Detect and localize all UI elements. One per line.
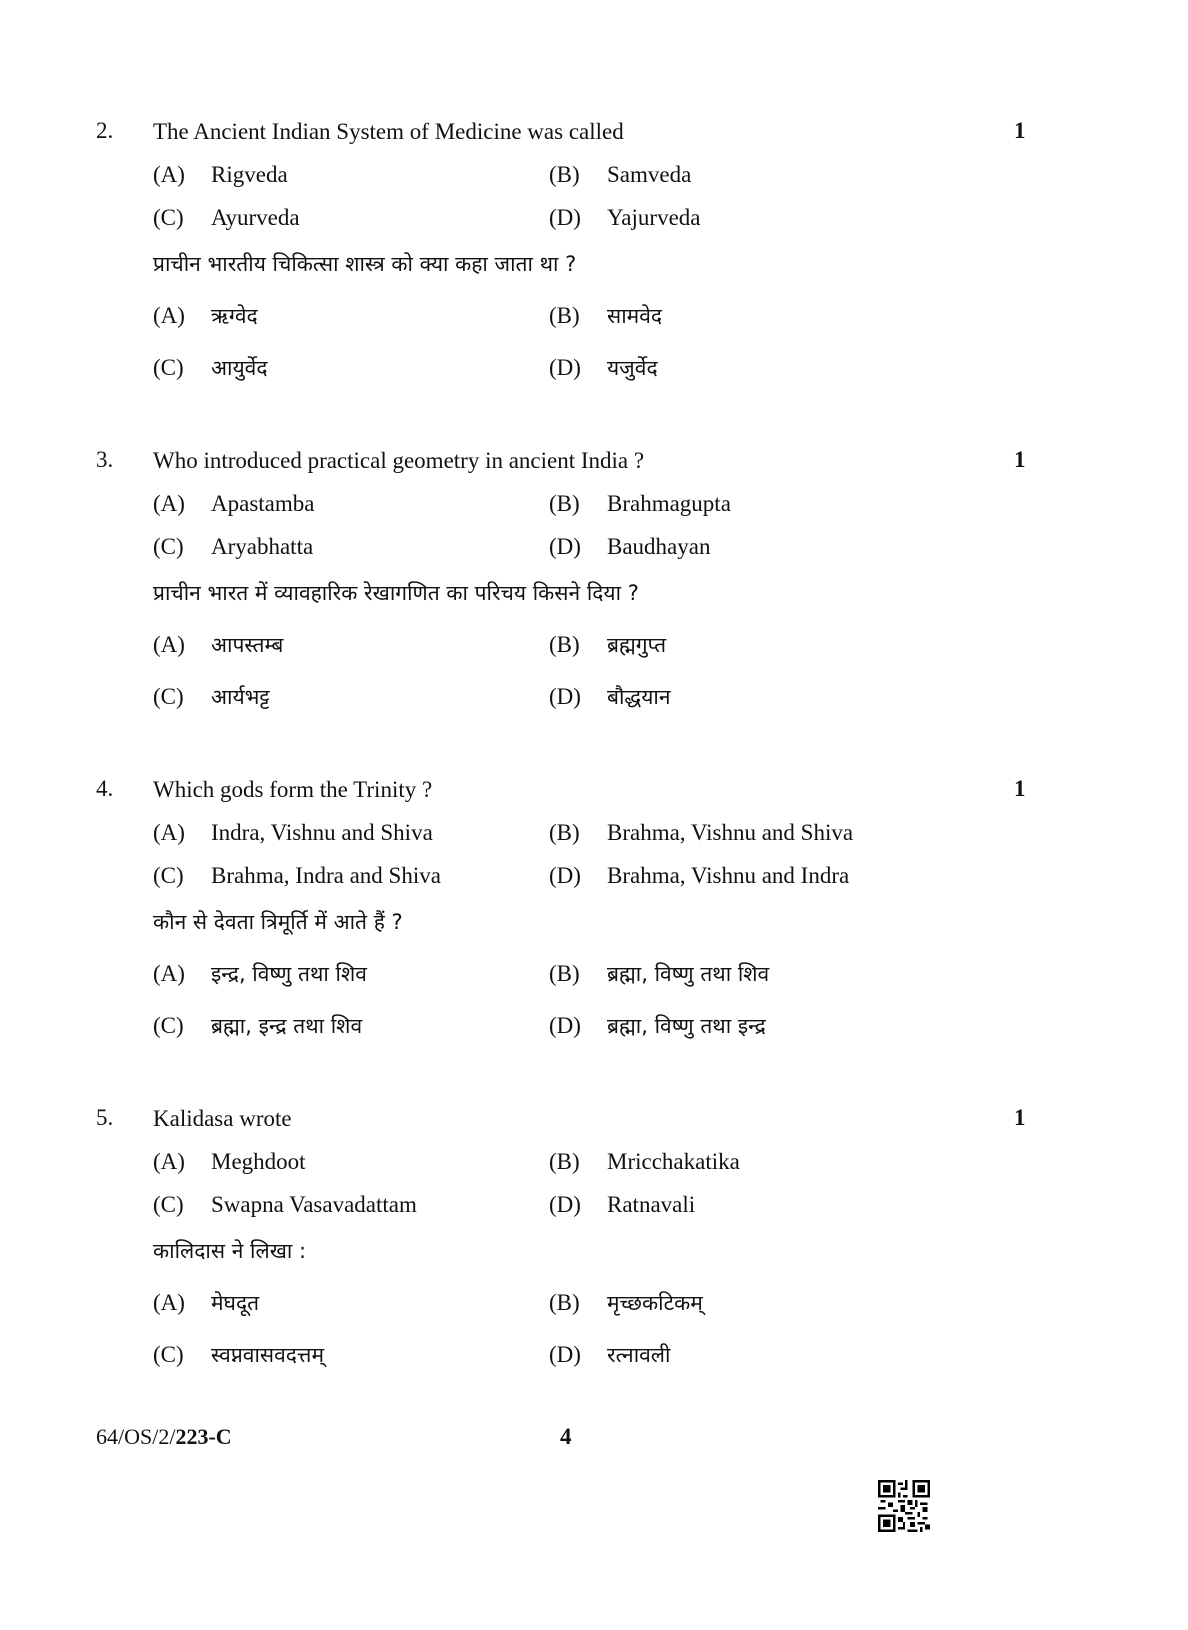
question-number: 5. — [96, 1105, 114, 1130]
question-number: 3. — [96, 447, 114, 472]
question-text-hi: कालिदास ने लिखा : — [153, 1239, 307, 1263]
paper-code-set: 223-C — [175, 1424, 232, 1449]
option-en — [549, 161, 691, 189]
option-text: इन्द्र, विष्णु तथा शिव — [211, 962, 367, 986]
option-text: आपस्तम्ब — [211, 633, 284, 657]
option-hi — [549, 960, 769, 988]
option-en — [549, 1191, 695, 1219]
option-text: ब्रह्मा, विष्णु तथा शिव — [607, 962, 770, 986]
option-letter: (C) — [153, 1342, 184, 1367]
option-text: Ratnavali — [607, 1192, 696, 1217]
option-hi — [153, 683, 270, 711]
option-letter: (D) — [549, 205, 581, 230]
question-number: 4. — [96, 776, 114, 801]
option-en — [549, 533, 710, 561]
option-text: Yajurveda — [607, 205, 701, 230]
option-text: मेघदूत — [211, 1291, 260, 1315]
option-letter: (B) — [549, 961, 580, 986]
option-hi — [153, 1012, 362, 1040]
option-text: Mricchakatika — [607, 1149, 740, 1174]
option-hi — [549, 1341, 670, 1369]
question-text-en: Who introduced practical geometry in ancient India ? — [153, 448, 645, 473]
option-text: Baudhayan — [607, 534, 711, 559]
option-en — [153, 819, 433, 847]
option-letter: (C) — [153, 205, 184, 230]
option-hi — [153, 354, 267, 382]
question-text-hi: प्राचीन भारत में व्यावहारिक रेखागणित का परिचय किसने दिया ? — [153, 581, 639, 605]
option-text: Aryabhatta — [211, 534, 314, 559]
option-text: मृच्छकटिकम् — [607, 1291, 703, 1315]
question-text-en: The Ancient Indian System of Medicine was called — [153, 119, 624, 144]
page-number: 4 — [560, 1424, 572, 1449]
option-en — [549, 490, 731, 518]
option-text: ब्रह्मगुप्त — [607, 633, 667, 657]
option-letter: (C) — [153, 863, 184, 888]
option-en — [153, 533, 313, 561]
question-marks: 1 — [1014, 118, 1026, 143]
option-en — [153, 1191, 417, 1219]
option-letter: (A) — [153, 632, 185, 657]
option-en — [153, 161, 288, 189]
option-letter: (A) — [153, 1290, 185, 1315]
option-hi — [549, 1289, 703, 1317]
question-marks: 1 — [1014, 776, 1026, 801]
option-text: ऋग्वेद — [211, 304, 258, 328]
option-text: Indra, Vishnu and Shiva — [211, 820, 433, 845]
option-letter: (D) — [549, 1013, 581, 1038]
option-letter: (D) — [549, 684, 581, 709]
option-text: सामवेद — [607, 304, 663, 328]
question-marks: 1 — [1014, 447, 1026, 472]
option-letter: (D) — [549, 355, 581, 380]
option-en — [153, 1148, 306, 1176]
option-text: आर्यभट्ट — [211, 685, 270, 709]
option-text: Rigveda — [211, 162, 288, 187]
option-hi — [549, 631, 666, 659]
option-letter: (A) — [153, 303, 185, 328]
option-hi — [153, 1341, 324, 1369]
option-letter: (A) — [153, 491, 185, 516]
option-text: Brahma, Vishnu and Indra — [607, 863, 850, 888]
option-letter: (D) — [549, 863, 581, 888]
option-letter: (C) — [153, 355, 184, 380]
option-text: बौद्धयान — [607, 685, 671, 709]
option-letter: (B) — [549, 303, 580, 328]
option-hi — [153, 960, 367, 988]
option-letter: (B) — [549, 162, 580, 187]
option-en — [549, 862, 849, 890]
option-text: ब्रह्मा, इन्द्र तथा शिव — [211, 1014, 363, 1038]
option-hi — [549, 1012, 766, 1040]
option-text: आयुर्वेद — [211, 356, 268, 380]
option-text: यजुर्वेद — [607, 356, 658, 380]
qr-code-icon — [878, 1480, 930, 1532]
option-en — [549, 1148, 740, 1176]
option-hi — [549, 683, 670, 711]
option-letter: (C) — [153, 534, 184, 559]
option-letter: (A) — [153, 1149, 185, 1174]
option-letter: (B) — [549, 1149, 580, 1174]
option-text: Brahma, Vishnu and Shiva — [607, 820, 854, 845]
option-text: ब्रह्मा, विष्णु तथा इन्द्र — [607, 1014, 766, 1038]
option-letter: (D) — [549, 1342, 581, 1367]
option-text: Meghdoot — [211, 1149, 306, 1174]
option-en — [549, 819, 853, 847]
question-text-hi: कौन से देवता त्रिमूर्ति में आते हैं ? — [153, 910, 403, 934]
option-text: रत्नावली — [607, 1343, 671, 1367]
option-letter: (B) — [549, 1290, 580, 1315]
question-marks: 1 — [1014, 1105, 1026, 1130]
question-number: 2. — [96, 118, 114, 143]
paper-code-prefix: 64/OS/2/ — [96, 1424, 176, 1449]
option-hi — [153, 302, 258, 330]
option-letter: (B) — [549, 491, 580, 516]
option-letter: (B) — [549, 820, 580, 845]
option-hi — [153, 1289, 259, 1317]
question-text-en: Kalidasa wrote — [153, 1106, 292, 1131]
option-letter: (C) — [153, 1192, 184, 1217]
option-letter: (A) — [153, 162, 185, 187]
option-letter: (D) — [549, 1192, 581, 1217]
option-letter: (C) — [153, 684, 184, 709]
option-text: Swapna Vasavadattam — [211, 1192, 417, 1217]
option-text: Brahma, Indra and Shiva — [211, 863, 441, 888]
option-hi — [549, 354, 658, 382]
option-letter: (A) — [153, 820, 185, 845]
question-text-hi: प्राचीन भारतीय चिकित्सा शास्त्र को क्या कहा जाता था ? — [153, 252, 577, 276]
option-en — [153, 204, 300, 232]
option-en — [549, 204, 700, 232]
option-text: Apastamba — [211, 491, 315, 516]
option-en — [153, 862, 441, 890]
option-text: Ayurveda — [211, 205, 300, 230]
option-hi — [549, 302, 662, 330]
paper-code — [96, 1424, 232, 1450]
question-text-en: Which gods form the Trinity ? — [153, 777, 433, 802]
option-text: स्वप्नवासवदत्तम् — [211, 1343, 325, 1367]
option-hi — [153, 631, 283, 659]
option-text: Samveda — [607, 162, 692, 187]
option-letter: (B) — [549, 632, 580, 657]
option-letter: (D) — [549, 534, 581, 559]
option-text: Brahmagupta — [607, 491, 731, 516]
option-letter: (A) — [153, 961, 185, 986]
option-letter: (C) — [153, 1013, 184, 1038]
option-en — [153, 490, 314, 518]
